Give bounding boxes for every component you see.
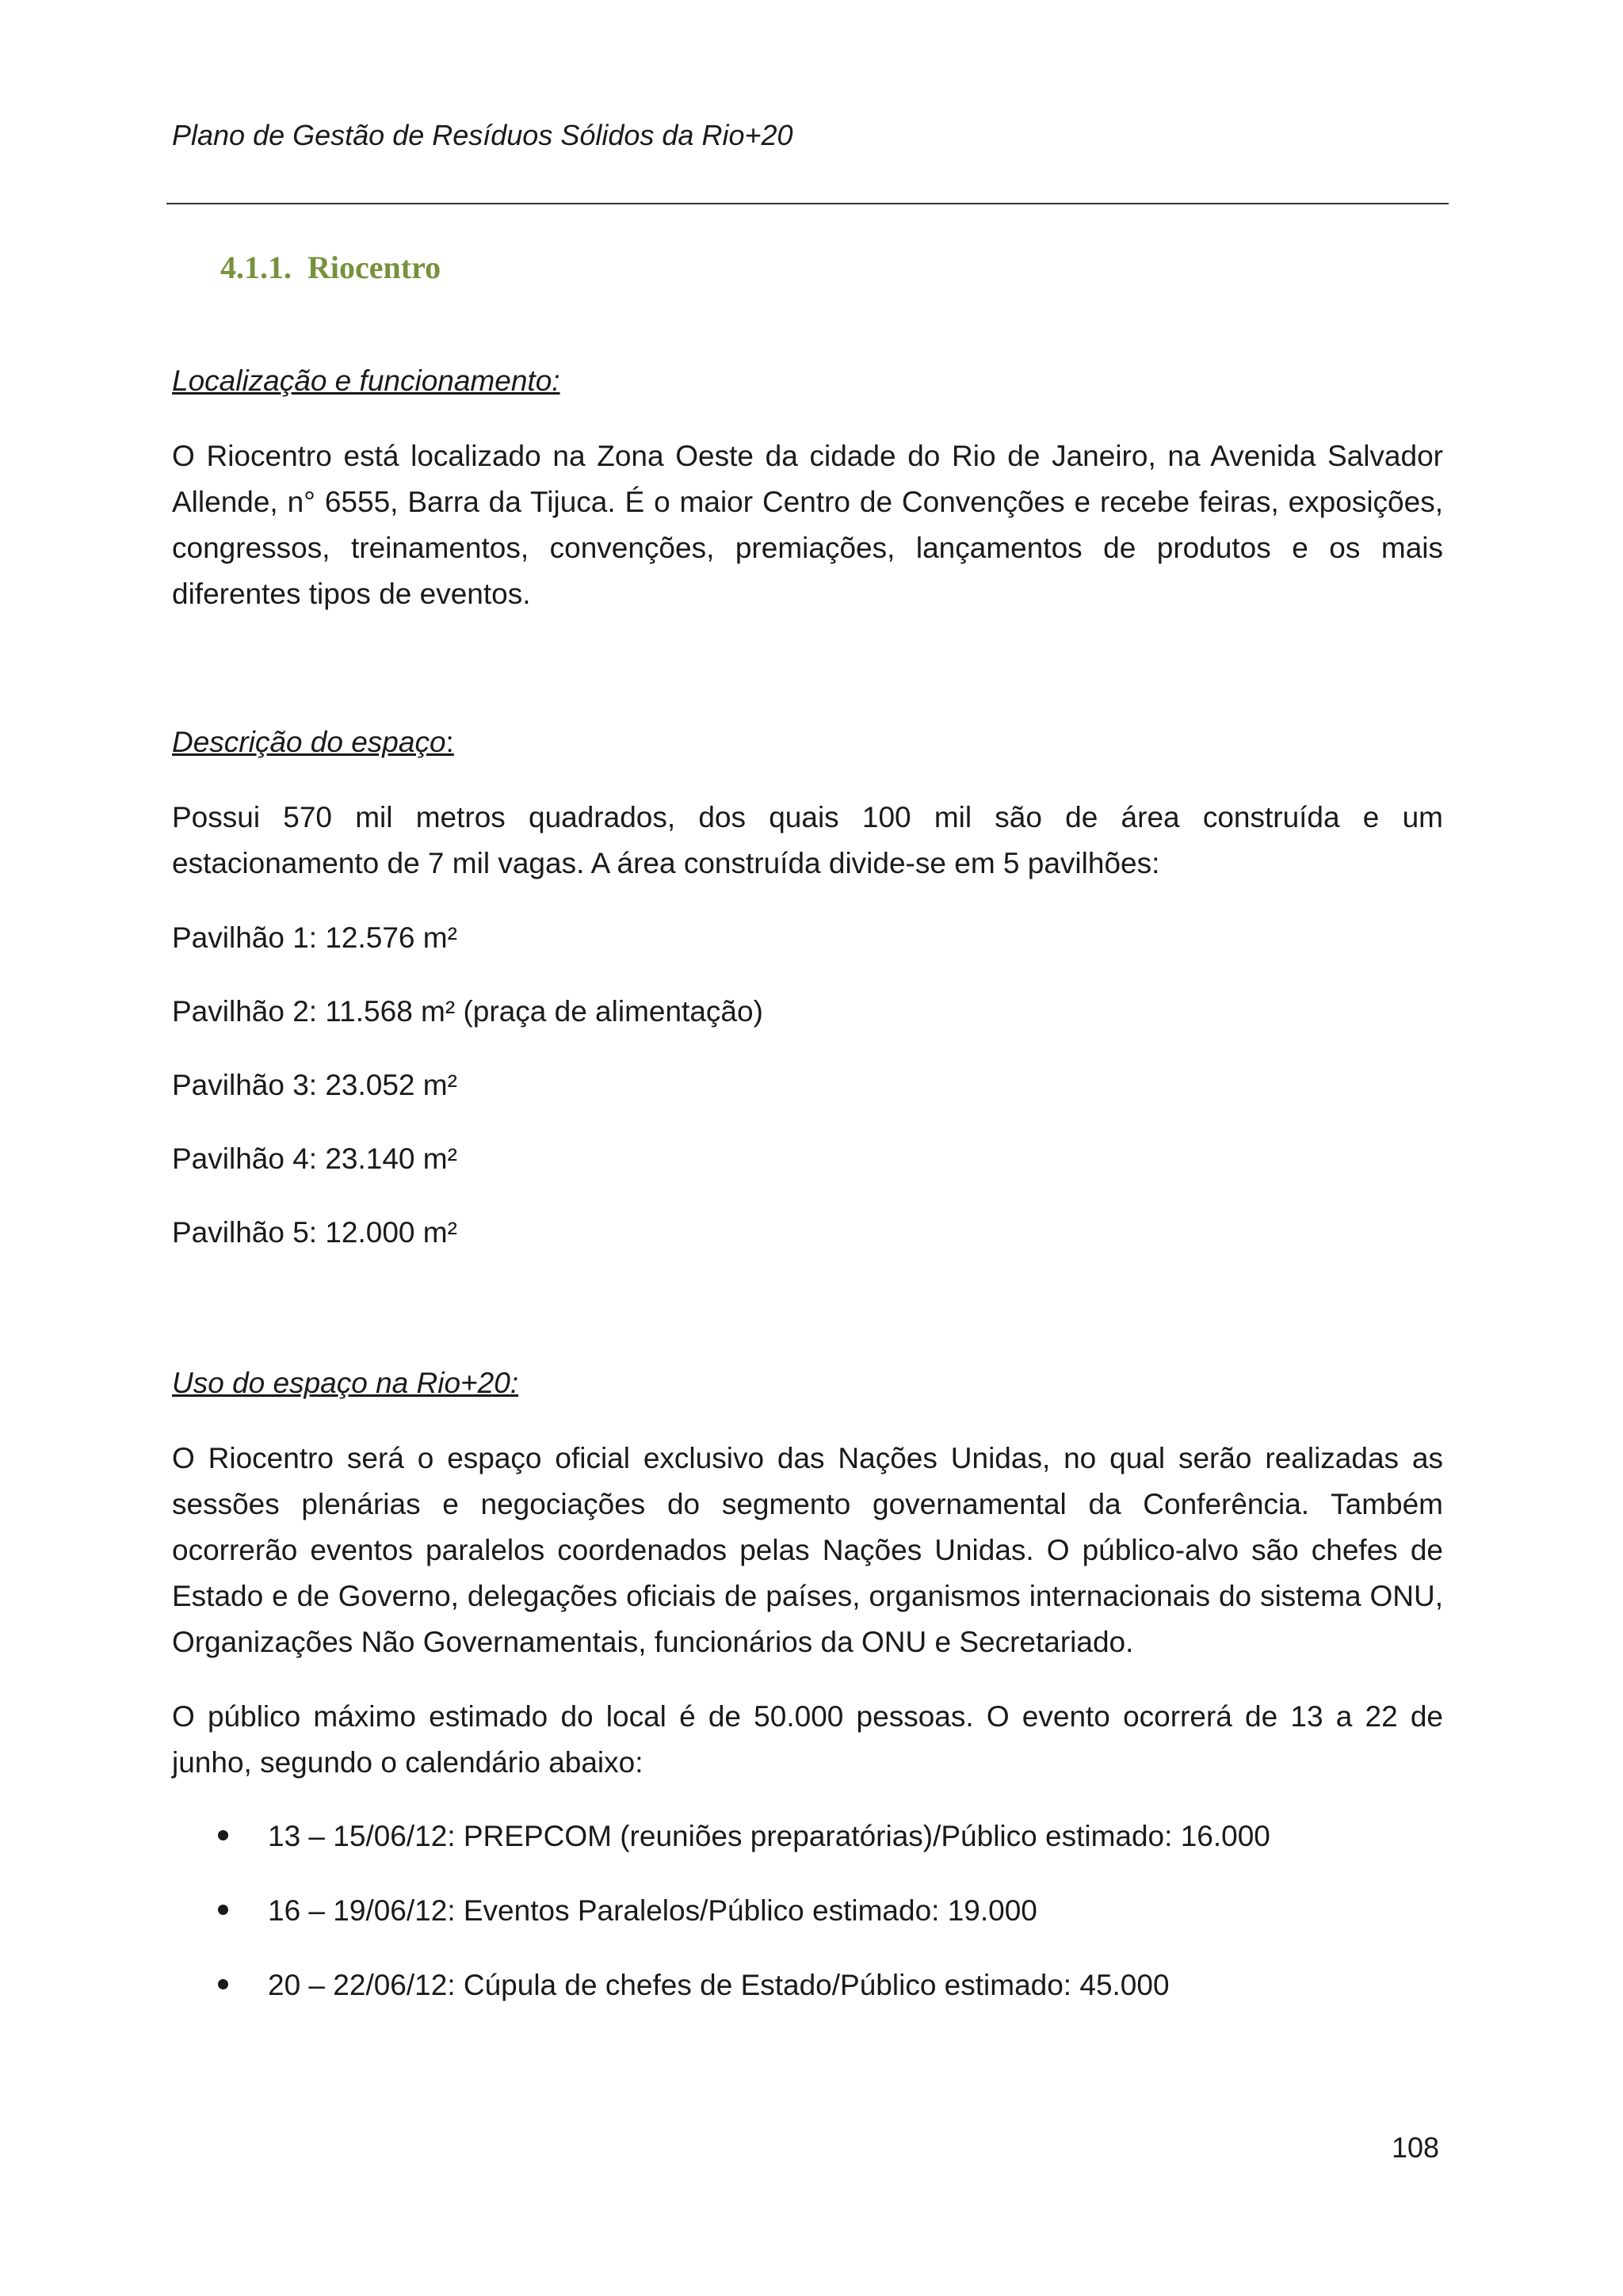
section-number: 4.1.1. bbox=[220, 250, 292, 285]
paragraph-localizacao: O Riocentro está localizado na Zona Oeste da cidade do Rio de Janeiro, na Avenida Salvador Allende, n° 6555, Barra da Tijuca. É o maior Centro de Convenções e recebe feiras, exposições, congressos, treinamentos, convenções, premiações, lançamentos de produtos e os mais diferentes tipos de eventos. bbox=[172, 440, 1443, 610]
subheading-descricao bbox=[172, 726, 454, 759]
pavilhao-item: Pavilhão 5: 12.000 m² bbox=[172, 1216, 457, 1249]
calendar-list-item bbox=[218, 1820, 1270, 1853]
bullet-icon bbox=[218, 1905, 228, 1915]
paragraph-uso-1: O Riocentro será o espaço oficial exclusivo das Nações Unidas, no qual serão realizadas as sessões plenárias e negociações do segmento governamental da Conferência. Também ocorrerão eventos paralelos coordenados pelas Nações Unidas. O público-alvo são chefes de Estado e de Governo, delegações oficiais de países, organismos internacionais do sistema ONU, Organizações Não Governamentais, funcionários da ONU e Secretariado. bbox=[172, 1442, 1443, 1658]
subheading-descricao-colon: : bbox=[445, 726, 454, 758]
calendar-item-text: 20 – 22/06/12: Cúpula de chefes de Estado/Público estimado: 45.000 bbox=[268, 1969, 1170, 2001]
subheading-localizacao: Localização e funcionamento: bbox=[172, 364, 560, 397]
section-heading bbox=[220, 249, 441, 286]
header-divider bbox=[166, 203, 1449, 204]
running-header: Plano de Gestão de Resíduos Sólidos da Rio+20 bbox=[172, 119, 793, 151]
paragraph-uso-2: O público máximo estimado do local é de 50.000 pessoas. O evento ocorrerá de 13 a 22 de junho, segundo o calendário abaixo: bbox=[172, 1700, 1443, 1779]
pavilhao-item: Pavilhão 2: 11.568 m² (praça de alimentação) bbox=[172, 995, 763, 1028]
calendar-list-item bbox=[218, 1969, 1170, 2002]
page-number: 108 bbox=[1392, 2131, 1440, 2164]
section-title: Riocentro bbox=[307, 250, 441, 285]
paragraph-descricao: Possui 570 mil metros quadrados, dos quais 100 mil são de área construída e um estacionamento de 7 mil vagas. A área construída divide-se em 5 pavilhões: bbox=[172, 801, 1443, 879]
calendar-list-item bbox=[218, 1894, 1037, 1928]
subheading-descricao-label: Descrição do espaço bbox=[172, 726, 446, 758]
calendar-item-text: 13 – 15/06/12: PREPCOM (reuniões preparatórias)/Público estimado: 16.000 bbox=[268, 1820, 1270, 1852]
pavilhao-item: Pavilhão 1: 12.576 m² bbox=[172, 921, 457, 954]
pavilhao-item: Pavilhão 3: 23.052 m² bbox=[172, 1069, 457, 1101]
calendar-item-text: 16 – 19/06/12: Eventos Paralelos/Público estimado: 19.000 bbox=[268, 1894, 1037, 1927]
subheading-uso: Uso do espaço na Rio+20: bbox=[172, 1367, 519, 1399]
bullet-icon bbox=[218, 1830, 228, 1840]
bullet-icon bbox=[218, 1979, 228, 1989]
pavilhao-item: Pavilhão 4: 23.140 m² bbox=[172, 1142, 457, 1175]
